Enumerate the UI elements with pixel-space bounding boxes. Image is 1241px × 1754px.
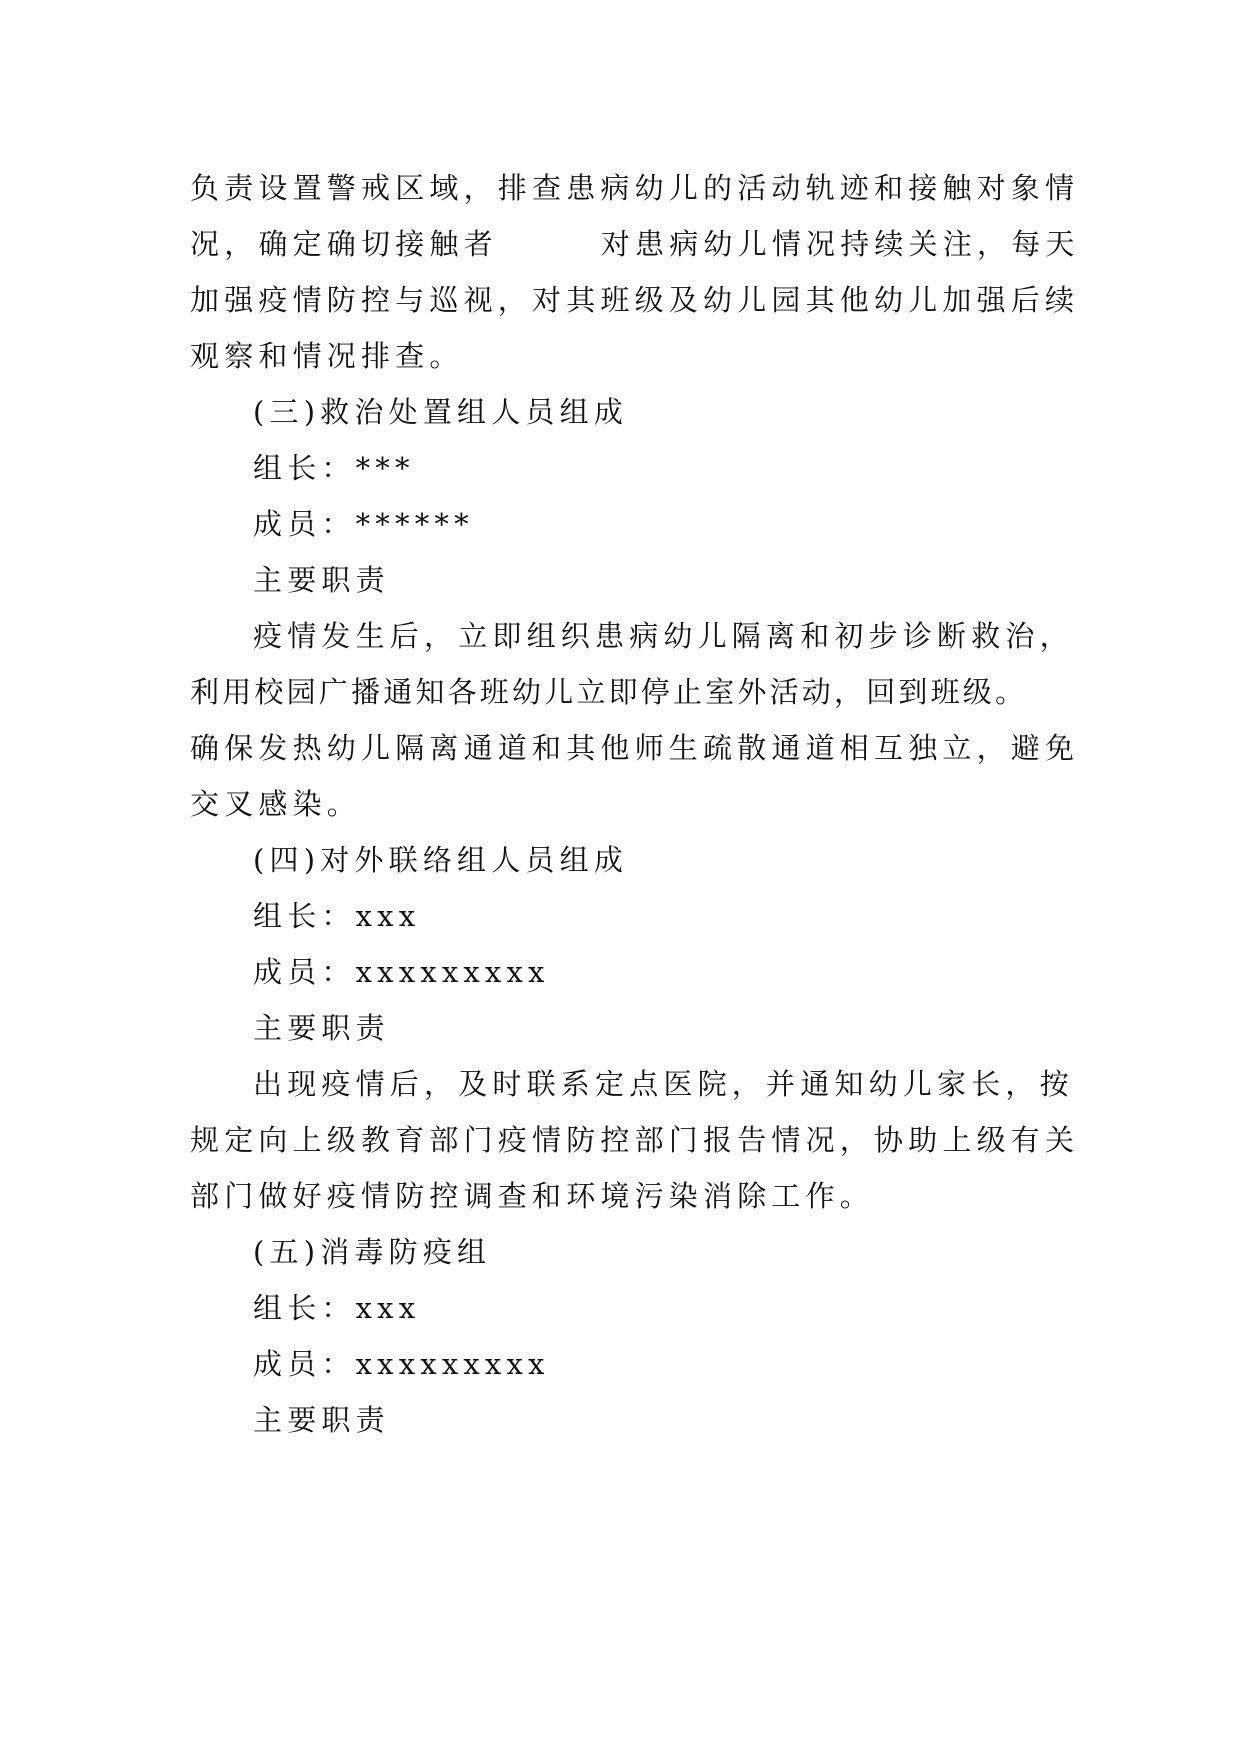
body-text-line: 规定向上级教育部门疫情防控部门报告情况，协助上级有关 xyxy=(190,1123,1080,1157)
section-heading: (五)消毒防疫组 xyxy=(253,1235,492,1269)
body-text-line: 负责设置警戒区域，排查患病幼儿的活动轨迹和接触对象情 xyxy=(190,171,1080,205)
duty-title: 主要职责 xyxy=(253,1011,390,1045)
body-text-line: 出现疫情后，及时联系定点医院，并通知幼儿家长，按 xyxy=(253,1067,1074,1101)
leader-line: 组长：xxx xyxy=(253,899,421,933)
body-text-line: 交叉感染。 xyxy=(190,787,362,821)
members-line: 成员：xxxxxxxxx xyxy=(253,1347,550,1381)
members-line: 成员：****** xyxy=(253,507,474,541)
leader-line: 组长：xxx xyxy=(253,1291,421,1325)
body-text-line: 确保发热幼儿隔离通道和其他师生疏散通道相互独立，避免 xyxy=(190,731,1080,765)
body-text-line: 观察和情况排查。 xyxy=(190,339,464,373)
body-text-segment: 对患病幼儿情况持续关注，每天 xyxy=(600,227,1080,261)
body-text-line: 部门做好疫情防控调查和环境污染消除工作。 xyxy=(190,1179,875,1213)
body-text-line xyxy=(190,222,1090,266)
body-text-line: 加强疫情防控与巡视，对其班级及幼儿园其他幼儿加强后续 xyxy=(190,283,1080,317)
duty-title: 主要职责 xyxy=(253,563,390,597)
body-text-line: 疫情发生后，立即组织患病幼儿隔离和初步诊断救治， xyxy=(253,619,1074,653)
duty-title: 主要职责 xyxy=(253,1403,390,1437)
section-heading: (三)救治处置组人员组成 xyxy=(253,395,629,429)
body-text-line: 利用校园广播通知各班幼儿立即停止室外活动，回到班级。 xyxy=(190,675,1028,709)
members-line: 成员：xxxxxxxxx xyxy=(253,955,550,989)
leader-line: 组长：*** xyxy=(253,451,415,485)
section-heading: (四)对外联络组人员组成 xyxy=(253,843,629,877)
body-text-segment: 况，确定确切接触者 xyxy=(190,227,498,261)
